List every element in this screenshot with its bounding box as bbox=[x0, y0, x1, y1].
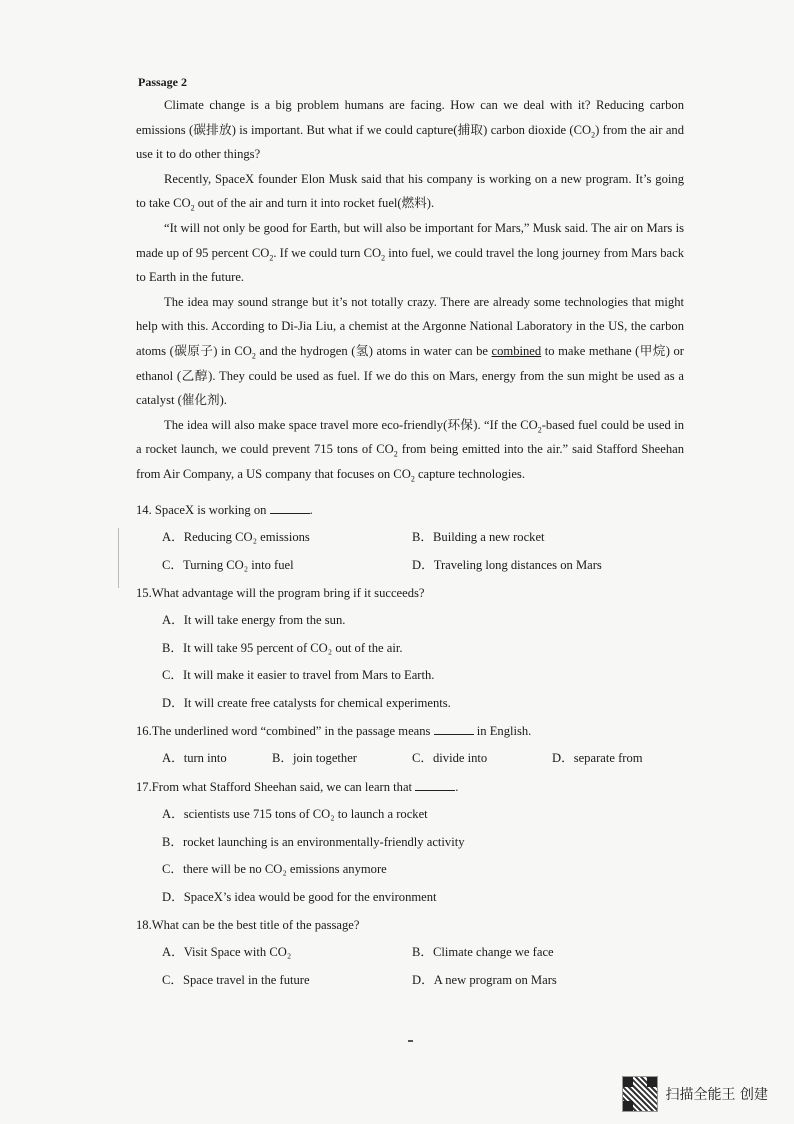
option-d[interactable]: D．SpaceX’s idea would be good for the environment bbox=[162, 889, 437, 904]
scanner-watermark bbox=[622, 1076, 768, 1112]
answer-blank bbox=[270, 501, 310, 514]
passage-title: Passage 2 bbox=[138, 75, 187, 89]
question-16-stem: 16.The underlined word “combined” in the passage means in English. bbox=[136, 724, 532, 738]
page-mark bbox=[408, 1040, 413, 1042]
question-15-options bbox=[162, 607, 696, 717]
option-a[interactable]: A．It will take energy from the sun. bbox=[162, 613, 346, 627]
option-a[interactable]: A．scientists use 715 tons of CO₂ to launch a rocket bbox=[162, 807, 428, 821]
question-14-stem: 14. SpaceX is working on . bbox=[136, 503, 313, 517]
answer-blank bbox=[434, 722, 474, 735]
questions bbox=[136, 496, 696, 994]
underlined-word: combined bbox=[491, 343, 542, 358]
paragraph: The idea will also make space travel more eco-friendly(环保). “If the $CO_2$-based fuel could be used in a rocket launch, we could prevent 715 tons of $CO_2$ from being emitted into the air.” said Stafford Sheehan from Air Company, a US company that focuses on $CO_2$ capture technologies. bbox=[136, 417, 685, 484]
option-c[interactable]: C．It will make it easier to travel from Mars to Earth. bbox=[162, 668, 435, 682]
option-d[interactable]: D．separate from bbox=[552, 751, 643, 765]
passage-body bbox=[136, 93, 684, 487]
option-b[interactable]: B．rocket launching is an environmentally-friendly activity bbox=[162, 834, 465, 849]
question-16-options bbox=[162, 745, 696, 773]
question-17-stem: 17.From what Stafford Sheehan said, we can learn that . bbox=[136, 780, 459, 794]
option-b[interactable]: B．It will take 95 percent of CO₂ out of the air. bbox=[162, 640, 403, 655]
question-14-options bbox=[162, 524, 696, 579]
paragraph: The idea may sound strange but it’s not totally crazy. There are already some technologies that might help with this. According to Di-Jia Liu, a chemist at the Argonne National Laboratory in the US, the carbon atoms (碳原子) in $CO_2$ and the hydrogen (氢) atoms in water can be combined to make methane (甲烷) or ethanol (乙醇). They could be used as fuel. If we do this on Mars, energy from the sun might be used as a catalyst (催化剂). bbox=[136, 294, 684, 408]
option-d[interactable]: D．A new program on Mars bbox=[412, 972, 557, 987]
paragraph: Climate change is a big problem humans are facing. How can we deal with it? Reducing carbon emissions (碳排放) is important. But what if we could capture(捕取) carbon dioxide $(CO_2)$ from the air and use it to do other things? bbox=[136, 98, 684, 162]
question-17-options bbox=[162, 801, 696, 911]
option-a[interactable]: A．turn into bbox=[162, 751, 227, 765]
option-c[interactable]: C．Turning CO₂ into fuel bbox=[162, 557, 294, 572]
question-15-stem: 15.What advantage will the program bring if it succeeds? bbox=[136, 586, 425, 600]
option-c[interactable]: C．divide into bbox=[412, 751, 488, 765]
question-18-options bbox=[162, 939, 696, 994]
option-b[interactable]: B．Building a new rocket bbox=[412, 530, 545, 544]
option-a[interactable]: A．Reducing CO₂ emissions bbox=[162, 530, 310, 544]
option-d[interactable]: D．It will create free catalysts for chemical experiments. bbox=[162, 695, 451, 710]
option-b[interactable]: B．join together bbox=[272, 751, 357, 765]
option-a[interactable]: A．Visit Space with CO₂ bbox=[162, 945, 292, 959]
option-d[interactable]: D．Traveling long distances on Mars bbox=[412, 557, 602, 572]
qr-code-icon bbox=[622, 1076, 658, 1112]
option-c[interactable]: C．there will be no CO₂ emissions anymore bbox=[162, 862, 387, 876]
margin-mark bbox=[118, 528, 119, 588]
question-18-stem: 18.What can be the best title of the passage? bbox=[136, 918, 360, 932]
option-c[interactable]: C．Space travel in the future bbox=[162, 972, 310, 987]
scanner-label: 扫描全能王 创建 bbox=[665, 1087, 768, 1103]
paragraph: “It will not only be good for Earth, but will also be important for Mars,” Musk said. The air on Mars is made up of 95 percent $CO_2$. If we could turn $CO_2$ into fuel, we could travel the long journey from Mars back to Earth in the future. bbox=[136, 220, 684, 285]
answer-blank bbox=[415, 778, 455, 791]
paragraph: Recently, SpaceX founder Elon Musk said that his company is working on a new program. It’s going to take $CO_2$ out of the air and turn it into rocket fuel(燃料). bbox=[136, 171, 684, 213]
option-b[interactable]: B．Climate change we face bbox=[412, 945, 554, 959]
